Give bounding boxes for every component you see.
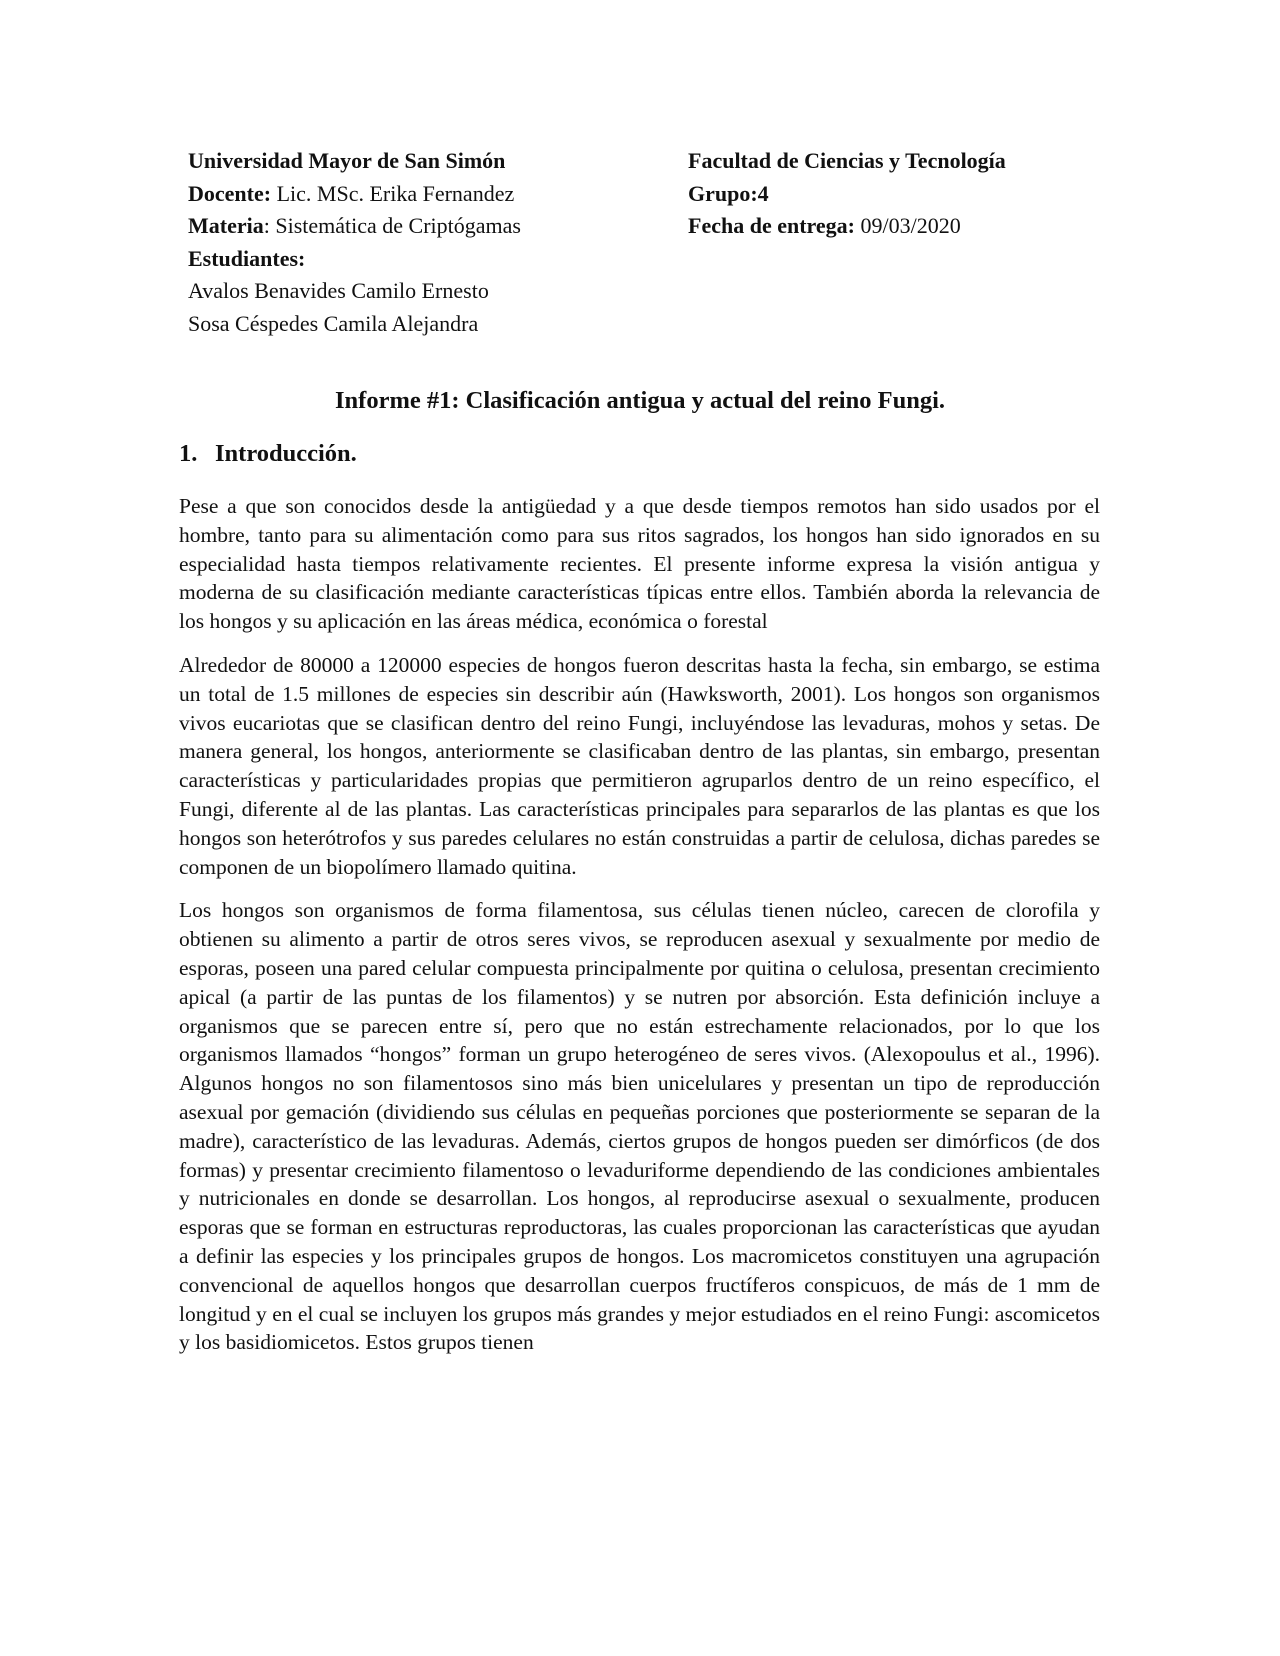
header-right-column: [688, 145, 1108, 243]
report-title: Informe #1: Clasificación antigua y actual del reino Fungi.: [335, 387, 945, 414]
university-name: Universidad Mayor de San Simón: [188, 148, 506, 173]
paragraph: Alrededor de 80000 a 120000 especies de hongos fueron descritas hasta la fecha, sin embargo, se estima un total de 1.5 millones de especies sin describir aún (Hawksworth, 2001). Los hongos son organismos vivos eucariotas que se clasifican dentro del reino Fungi, incluyéndose las levaduras, mohos y setas. De manera general, los hongos, anteriormente se clasificaban dentro de las plantas, sin embargo, presentan características y particularidades propias que permitieron agruparlos dentro de un reino específico, el Fungi, diferente al de las plantas. Las características principales para separarlos de las plantas es que los hongos son heterótrofos y sus paredes celulares no están construidas a partir de celulosa, dichas paredes se componen de un biopolímero llamado quitina.: [179, 652, 1100, 879]
materia-line: [188, 210, 668, 243]
paragraph: Pese a que son conocidos desde la antigüedad y a que desde tiempos remotos han sido usados por el hombre, tanto para su alimentación como para sus ritos sagrados, los hongos han sido ignorados en su especialidad hasta tiempos relativamente recientes. El presente informe expresa la visión antigua y moderna de su clasificación mediante características típicas entre ellos. También aborda la relevancia de los hongos y su aplicación en las áreas médica, económica o forestal: [179, 494, 1100, 634]
docente-label: Docente:: [188, 180, 272, 206]
fecha-line: [688, 210, 1108, 243]
fecha-value: 09/03/2020: [855, 213, 961, 238]
section-title: Introducción.: [215, 440, 357, 467]
docente-value: Lic. MSc. Erika Fernandez: [271, 180, 515, 206]
student-name: Avalos Benavides Camilo Ernesto: [188, 278, 489, 303]
docente-line: [188, 178, 668, 211]
faculty-name: Facultad de Ciencias y Tecnología: [688, 148, 1006, 173]
fecha-label: Fecha de entrega:: [688, 213, 855, 238]
section-number: 1.: [179, 440, 198, 467]
body-text: [179, 492, 1100, 1372]
section-heading: [179, 440, 357, 468]
group-number: Grupo:4: [688, 180, 769, 206]
estudiantes-label: Estudiantes:: [188, 245, 306, 271]
materia-value: : Sistemática de Criptógamas: [263, 213, 521, 238]
header-left-column: [188, 145, 668, 340]
materia-label: Materia: [188, 213, 264, 238]
student-name: Sosa Céspedes Camila Alejandra: [188, 310, 479, 336]
paragraph: Los hongos son organismos de forma filamentosa, sus células tienen núcleo, carecen de clorofila y obtienen su alimento a partir de otros seres vivos, se reproducen asexual y sexualmente por medio de esporas, poseen una pared celular compuesta principalmente por quitina o celulosa, presentan crecimiento apical (a partir de las puntas de los filamentos) y se nutren por absorción. Esta definición incluye a organismos que se parecen entre sí, pero que no están estrechamente relacionados, por lo que los organismos llamados “hongos” forman un grupo heterogéneo de seres vivos. (Alexopoulus et al., 1996). Algunos hongos no son filamentosos sino más bien unicelulares y presentan un tipo de reproducción asexual por gemación (dividiendo sus células en pequeñas porciones que posteriormente se separan de la madre), característico de las levaduras. Además, ciertos grupos de hongos pueden ser dimórficos (de dos formas) y presentar crecimiento filamentoso o levaduriforme dependiendo de las condiciones ambientales y nutricionales en donde se desarrollan. Los hongos, al reproducirse asexual o sexualmente, producen esporas que se forman en estructuras reproductoras, las cuales proporcionan las características que ayudan a definir las especies y los principales grupos de hongos. Los macromicetos constituyen una agrupación convencional de aquellos hongos que desarrollan cuerpos fructíferos conspicuos, de más de 1 mm de longitud y en el cual se incluyen los grupos más grandes y mejor estudiados en el reino Fungi: ascomicetos y los basidiomicetos. Estos grupos tienen: [179, 898, 1100, 1355]
